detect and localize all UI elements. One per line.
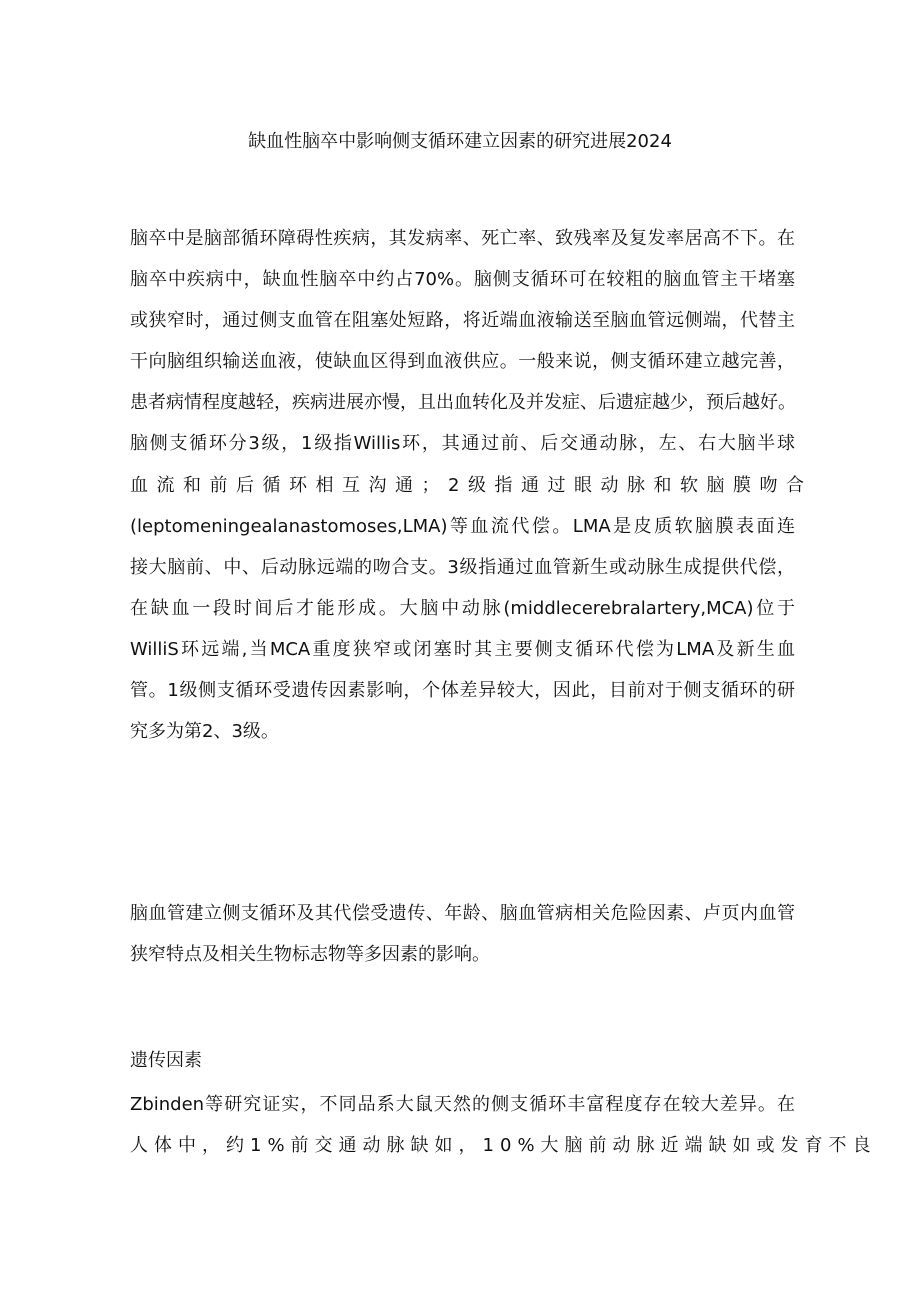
text-line: 脑卒中疾病中，缺血性脑卒中约占70%。脑侧支循环可在较粗的脑血管主干堵塞 <box>130 269 795 291</box>
text-line: 脑侧支循环分3级，1级指Willis环，其通过前、后交通动脉，左、右大脑半球 <box>130 433 795 455</box>
text-line: 干向脑组织输送血液，使缺血区得到血液供应。一般来说，侧支循环建立越完善， <box>130 351 795 373</box>
text-line: Zbinden等研究证实，不同品系大鼠天然的侧支循环丰富程度存在较大差异。在 <box>130 1094 795 1115</box>
text-line: 脑血管建立侧支循环及其代偿受遗传、年龄、脑血管病相关危险因素、卢页内血管 <box>130 903 795 924</box>
document-title: 缺血性脑卒中影响侧支循环建立因素的研究进展2024 <box>248 131 672 152</box>
paragraph-factors <box>130 893 795 975</box>
text-line: (leptomeningealanastomoses,LMA)等血流代偿。LMA是皮质软脑膜表面连 <box>130 515 795 537</box>
paragraph-genetics <box>130 1084 877 1166</box>
text-line: 或狭窄时，通过侧支血管在阻塞处短路，将近端血液输送至脑血管远侧端，代替主 <box>130 310 795 332</box>
section-heading: 遗传因素 <box>130 1050 202 1071</box>
text-line: WilliS环远端,当MCA重度狭窄或闭塞时其主要侧支循环代偿为LMA及新生血 <box>130 638 795 660</box>
text-line: 脑卒中是脑部循环障碍性疾病，其发病率、死亡率、致残率及复发率居高不下。在 <box>130 228 795 249</box>
text-line: 狭窄特点及相关生物标志物等多因素的影响。 <box>130 944 490 966</box>
text-line: 究多为第2、3级。 <box>130 721 279 743</box>
text-line: 在缺血一段时间后才能形成。大脑中动脉(middlecerebralartery,MCA)位于 <box>130 597 795 619</box>
text-line: 患者病情程度越轻，疾病进展亦慢，且出血转化及并发症、后遗症越少，预后越好。 <box>130 392 796 414</box>
text-line: 人体中，约1%前交通动脉缺如，10%大脑前动脉近端缺如或发育不良 <box>130 1135 877 1157</box>
text-line: 接大脑前、中、后动脉远端的吻合支。3级指通过血管新生或动脉生成提供代偿， <box>130 556 795 578</box>
text-line: 血流和前后循环相互沟通；2级指通过眼动脉和软脑膜吻合 <box>130 474 813 496</box>
paragraph-intro <box>130 218 813 752</box>
text-line: 管。1级侧支循环受遗传因素影响，个体差异较大，因此，目前对于侧支循环的研 <box>130 680 795 702</box>
section-heading-genetics <box>130 1040 795 1081</box>
